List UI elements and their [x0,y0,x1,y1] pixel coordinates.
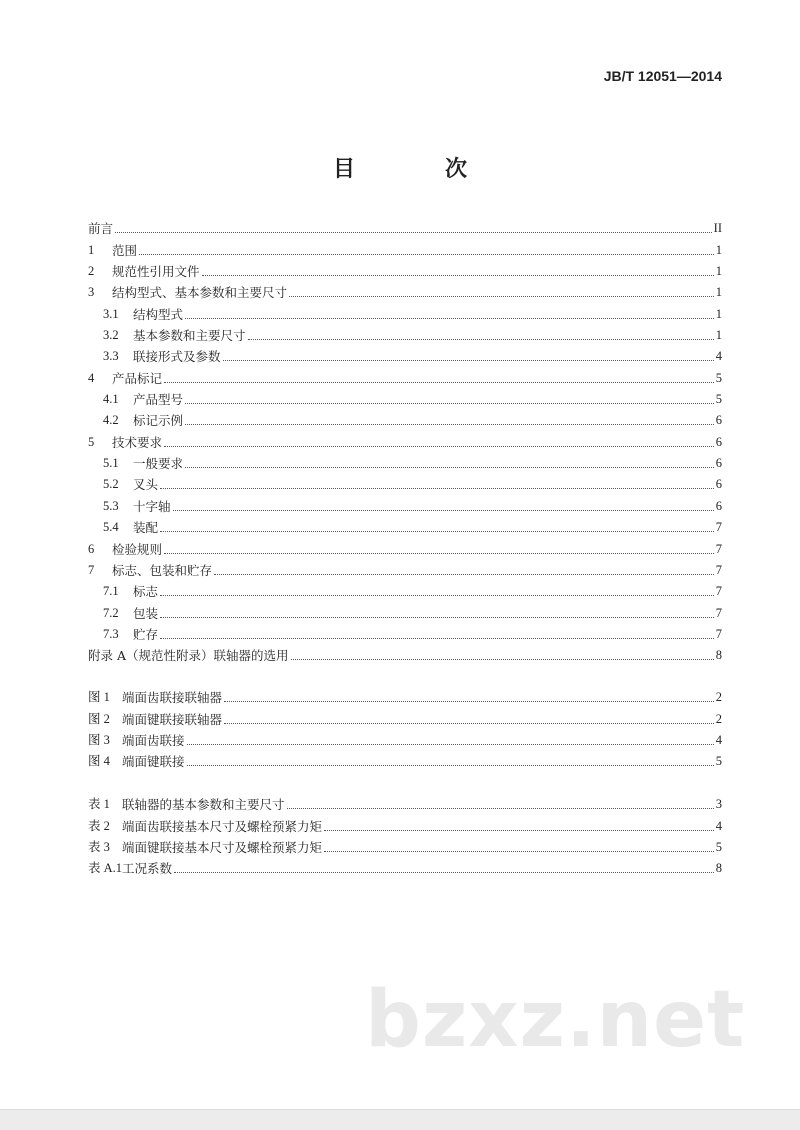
entry-page: 6 [715,456,722,471]
page-title: 目 次 [332,156,501,182]
entry-label: 十字轴 [133,498,171,514]
entry-page: 6 [715,413,722,428]
toc-entry[interactable] [88,364,722,385]
toc-entry[interactable] [88,834,722,855]
toc-entry[interactable] [88,705,722,726]
entry-label: 产品型号 [133,392,184,408]
entry-label: 附录 A（规范性附录）联轴器的选用 [88,648,289,664]
entry-label: 结构型式、基本参数和主要尺寸 [112,285,288,301]
entry-number: 6 [88,541,95,556]
entry-number: 5.4 [103,520,119,535]
entry-page: 2 [715,690,722,705]
entry-number: 图 1 [88,690,110,705]
entry-label: 工况系数 [122,861,173,877]
dot-leader [164,382,714,383]
toc-entry[interactable] [88,279,722,300]
entry-page: 4 [715,733,722,748]
entry-label: 基本参数和主要尺寸 [133,328,246,344]
bottom-scroll-band [0,1109,800,1130]
dot-leader [160,638,714,639]
dot-leader [324,830,714,831]
entry-label: 产品标记 [112,370,163,386]
entry-page: 6 [715,498,722,513]
entry-page: 6 [715,477,722,492]
entry-label: 贮存 [133,626,159,642]
toc-entry[interactable] [88,236,722,257]
entry-label: 端面键联接基本尺寸及螺栓预紧力矩 [122,840,323,856]
dot-leader [185,403,714,404]
entry-label: 联接形式及参数 [133,349,221,365]
toc-entry[interactable] [88,450,722,471]
dot-leader [174,872,714,873]
dot-leader [164,446,714,447]
toc-entry[interactable] [88,791,722,812]
entry-page: 4 [715,818,722,833]
entry-number: 3.3 [103,349,119,364]
entry-label: 标记示例 [133,413,184,429]
entry-number: 3 [88,285,95,300]
entry-number: 5.1 [103,456,119,471]
watermark: bzxz.net [365,975,746,1065]
entry-number: 2 [88,264,95,279]
dot-leader [287,808,714,809]
entry-label: 范围 [112,242,138,258]
dot-leader [202,275,714,276]
entry-number: 图 4 [88,754,110,769]
entry-label: 端面齿联接基本尺寸及螺栓预紧力矩 [122,818,323,834]
entry-label: 端面齿联接 [122,733,185,749]
dot-leader [164,553,714,554]
dot-leader [187,765,714,766]
entry-label: 标志、包装和贮存 [112,562,213,578]
entry-number: 3.2 [103,328,119,343]
entry-number: 7.3 [103,626,119,641]
entry-page: 6 [715,434,722,449]
entry-label: 联轴器的基本参数和主要尺寸 [122,797,285,813]
entry-number: 4 [88,370,95,385]
entry-number: 图 3 [88,733,110,748]
toc-entry[interactable] [88,258,722,279]
entry-label: 标志 [133,584,159,600]
entry-page: II [713,221,722,236]
entry-page: 1 [715,285,722,300]
entry-number: 表 1 [88,797,110,812]
toc-entry[interactable] [88,812,722,833]
entry-number: 5.2 [103,477,119,492]
entry-page: 5 [715,754,722,769]
toc-entry[interactable] [88,428,722,449]
dot-leader [160,617,714,618]
entry-page: 7 [715,541,722,556]
entry-page: 1 [715,328,722,343]
dot-leader [289,296,714,297]
entry-label: 前言 [88,221,114,237]
document-number: JB/T 12051—2014 [603,68,722,84]
dot-leader [224,701,714,702]
entry-page: 1 [715,264,722,279]
toc-entry[interactable] [88,621,722,642]
toc-entry[interactable] [88,748,722,769]
entry-number: 图 2 [88,711,110,726]
entry-number: 7.1 [103,584,119,599]
dot-leader [139,254,714,255]
entry-number: 表 A.1 [88,861,123,876]
entry-number: 3.1 [103,306,119,321]
toc-figures [88,684,722,769]
toc-entry[interactable] [88,343,722,364]
entry-label: 检验规则 [112,541,163,557]
dot-leader [173,510,714,511]
entry-label: 叉头 [133,477,159,493]
entry-number: 表 2 [88,818,110,833]
entry-label: 端面键联接联轴器 [122,711,223,727]
toc-entry[interactable] [88,599,722,620]
entry-page: 8 [715,861,722,876]
entry-number: 表 3 [88,840,110,855]
toc-entry[interactable] [88,684,722,705]
entry-number: 5 [88,434,95,449]
entry-number: 4.1 [103,392,119,407]
dot-leader [248,339,714,340]
toc-entry[interactable] [88,471,722,492]
toc-entry[interactable] [88,557,722,578]
dot-leader [214,574,714,575]
toc-entry[interactable] [88,386,722,407]
dot-leader [224,723,714,724]
toc-entry[interactable] [88,215,722,236]
entry-page: 5 [715,840,722,855]
entry-label: 技术要求 [112,434,163,450]
toc-entry[interactable] [88,535,722,556]
entry-label: 结构型式 [133,306,184,322]
entry-label: 装配 [133,520,159,536]
toc-entry[interactable] [88,407,722,428]
entry-number: 1 [88,242,95,257]
toc-entry[interactable] [88,578,722,599]
entry-number: 7.2 [103,605,119,620]
toc-entry[interactable] [88,514,722,535]
dot-leader [160,531,714,532]
entry-page: 8 [715,648,722,663]
dot-leader [185,467,714,468]
dot-leader [185,424,714,425]
entry-label: 一般要求 [133,456,184,472]
entry-number: 7 [88,562,95,577]
entry-label: 规范性引用文件 [112,264,200,280]
entry-page: 1 [715,306,722,321]
entry-label: 端面键联接 [122,754,185,770]
toc-entry[interactable] [88,300,722,321]
dot-leader [115,232,712,233]
dot-leader [223,360,714,361]
dot-leader [185,318,714,319]
entry-label: 端面齿联接联轴器 [122,690,223,706]
toc-entry[interactable] [88,642,722,663]
dot-leader [291,659,714,660]
entry-label: 包装 [133,605,159,621]
toc-entry[interactable] [88,492,722,513]
entry-page: 4 [715,349,722,364]
entry-page: 2 [715,711,722,726]
entry-page: 7 [715,584,722,599]
entry-number: 5.3 [103,498,119,513]
dot-leader [187,744,714,745]
entry-page: 7 [715,562,722,577]
toc-entry[interactable] [88,855,722,876]
entry-number: 4.2 [103,413,119,428]
toc-contents [88,215,722,663]
entry-page: 5 [715,392,722,407]
entry-page: 3 [715,797,722,812]
dot-leader [324,851,714,852]
entry-page: 7 [715,626,722,641]
entry-page: 7 [715,605,722,620]
entry-page: 1 [715,242,722,257]
entry-page: 5 [715,370,722,385]
dot-leader [160,595,714,596]
toc-entry[interactable] [88,322,722,343]
entry-page: 7 [715,520,722,535]
dot-leader [160,488,714,489]
toc-entry[interactable] [88,727,722,748]
toc-tables [88,791,722,876]
